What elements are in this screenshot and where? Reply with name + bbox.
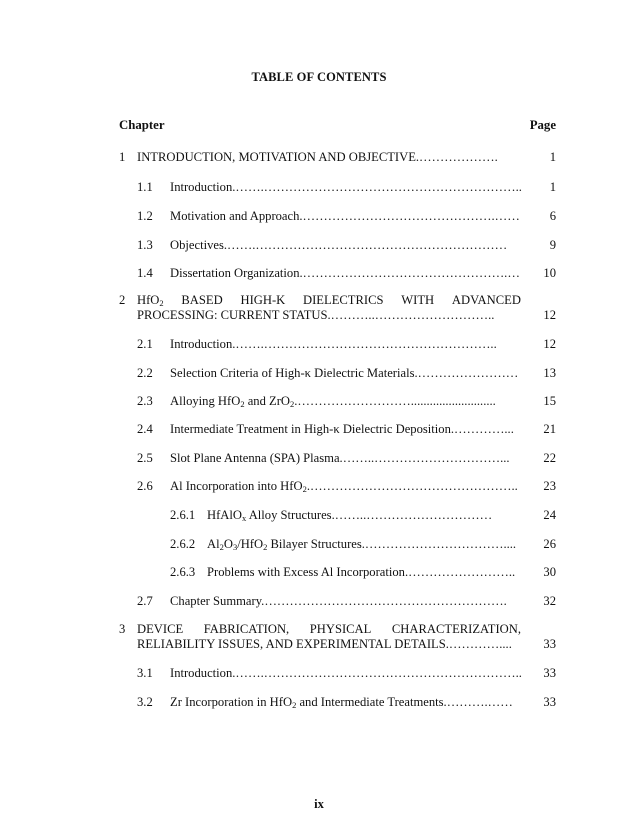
section-title: Al Incorporation into HfO$_2$.………………………………………….. — [170, 479, 518, 494]
chapter-title-line-1 — [137, 622, 521, 637]
page-ref: 1 — [549, 150, 556, 164]
page-ref: 13 — [543, 366, 556, 380]
section-number: 2.7 — [137, 594, 153, 608]
page-ref: 23 — [543, 479, 556, 493]
section-title: Zr Incorporation in HfO$_2$ and Intermediate Treatments.……….…… — [170, 695, 513, 710]
title-word: ADVANCED — [451, 293, 521, 307]
title-word: WITH — [401, 293, 435, 307]
title-word: BASED — [181, 293, 223, 307]
title-word: HfO$_2$ — [137, 293, 164, 308]
title-word: HIGH-K — [240, 293, 286, 307]
subsection-number: 2.6.1 — [170, 508, 196, 522]
page-ref: 6 — [549, 209, 556, 223]
page-ref: 12 — [543, 337, 556, 351]
section-title: Dissertation Organization.………………………………………….… — [170, 266, 520, 280]
section-number: 1.4 — [137, 266, 153, 280]
title-word: FABRICATION, — [203, 622, 290, 636]
page-ref: 24 — [543, 508, 556, 522]
section-title: Introduction.…….…………………………………………………….. — [170, 180, 522, 194]
page-ref: 33 — [543, 666, 556, 680]
title-word: DIELECTRICS — [303, 293, 384, 307]
section-number: 3.2 — [137, 695, 153, 709]
subsection-number: 2.6.2 — [170, 537, 196, 551]
page-ref: 15 — [543, 394, 556, 408]
page-ref: 22 — [543, 451, 556, 465]
page-ref: 12 — [543, 308, 556, 322]
section-title: Chapter Summary.…………………………………………………. — [170, 594, 507, 608]
chapter-title: INTRODUCTION, MOTIVATION AND OBJECTIVE.………………. — [137, 150, 498, 164]
section-title: Introduction.…….……………………………………………….. — [170, 337, 497, 351]
page-ref: 33 — [543, 695, 556, 709]
chapter-number: 1 — [119, 150, 126, 164]
page-ref: 10 — [543, 266, 556, 280]
section-number: 2.1 — [137, 337, 153, 351]
section-title: Objectives.…….…………………………………………………… — [170, 238, 508, 252]
section-number: 2.4 — [137, 422, 153, 436]
section-number: 2.5 — [137, 451, 153, 465]
subsection-title: Problems with Excess Al Incorporation.…………………….. — [207, 565, 516, 579]
page-column-header: Page — [529, 118, 556, 132]
subsection-title: HfAlO$_x$ Alloy Structures.……..………………………… — [207, 508, 493, 523]
section-number: 2.3 — [137, 394, 153, 408]
section-number: 2.6 — [137, 479, 153, 493]
page-ref: 32 — [543, 594, 556, 608]
section-title: Motivation and Approach.……………………………………….…… — [170, 209, 520, 223]
section-number: 1.3 — [137, 238, 153, 252]
section-title: Intermediate Treatment in High-κ Dielectric Deposition.…………... — [170, 422, 514, 436]
chapter-number: 2 — [119, 293, 126, 307]
chapter-title-line-2: PROCESSING: CURRENT STATUS.………..……………………….. — [137, 308, 495, 322]
title-word: PHYSICAL — [309, 622, 372, 636]
page-ref: 1 — [549, 180, 556, 194]
subsection-number: 2.6.3 — [170, 565, 196, 579]
section-number: 2.2 — [137, 366, 153, 380]
section-title: Slot Plane Antenna (SPA) Plasma.……..…………………………... — [170, 451, 510, 465]
title-word: DEVICE — [137, 622, 184, 636]
chapter-column-header: Chapter — [119, 118, 165, 132]
page-ref: 33 — [543, 637, 556, 651]
page-ref: 9 — [549, 238, 556, 252]
chapter-title-line-1 — [137, 293, 521, 308]
page-ref: 30 — [543, 565, 556, 579]
section-title: Selection Criteria of High-κ Dielectric Materials.…………………… — [170, 366, 519, 380]
page-ref: 26 — [543, 537, 556, 551]
chapter-number: 3 — [119, 622, 126, 636]
title-word: CHARACTERIZATION, — [391, 622, 521, 636]
page-number: ix — [314, 797, 324, 811]
page-ref: 21 — [543, 422, 556, 436]
subsection-title: $Al_2O_3/HfO_2$ Bilayer Structures.…………………………….... — [207, 537, 517, 552]
section-number: 3.1 — [137, 666, 153, 680]
section-title: Alloying HfO$_2$ and ZrO$_2$.………………………........................... — [170, 394, 496, 409]
section-title: Introduction.…….…………………………………………………….. — [170, 666, 522, 680]
page-title: TABLE OF CONTENTS — [251, 70, 387, 84]
chapter-title-line-2: RELIABILITY ISSUES, AND EXPERIMENTAL DETAILS.………….... — [137, 637, 512, 651]
section-number: 1.2 — [137, 209, 153, 223]
section-number: 1.1 — [137, 180, 153, 194]
